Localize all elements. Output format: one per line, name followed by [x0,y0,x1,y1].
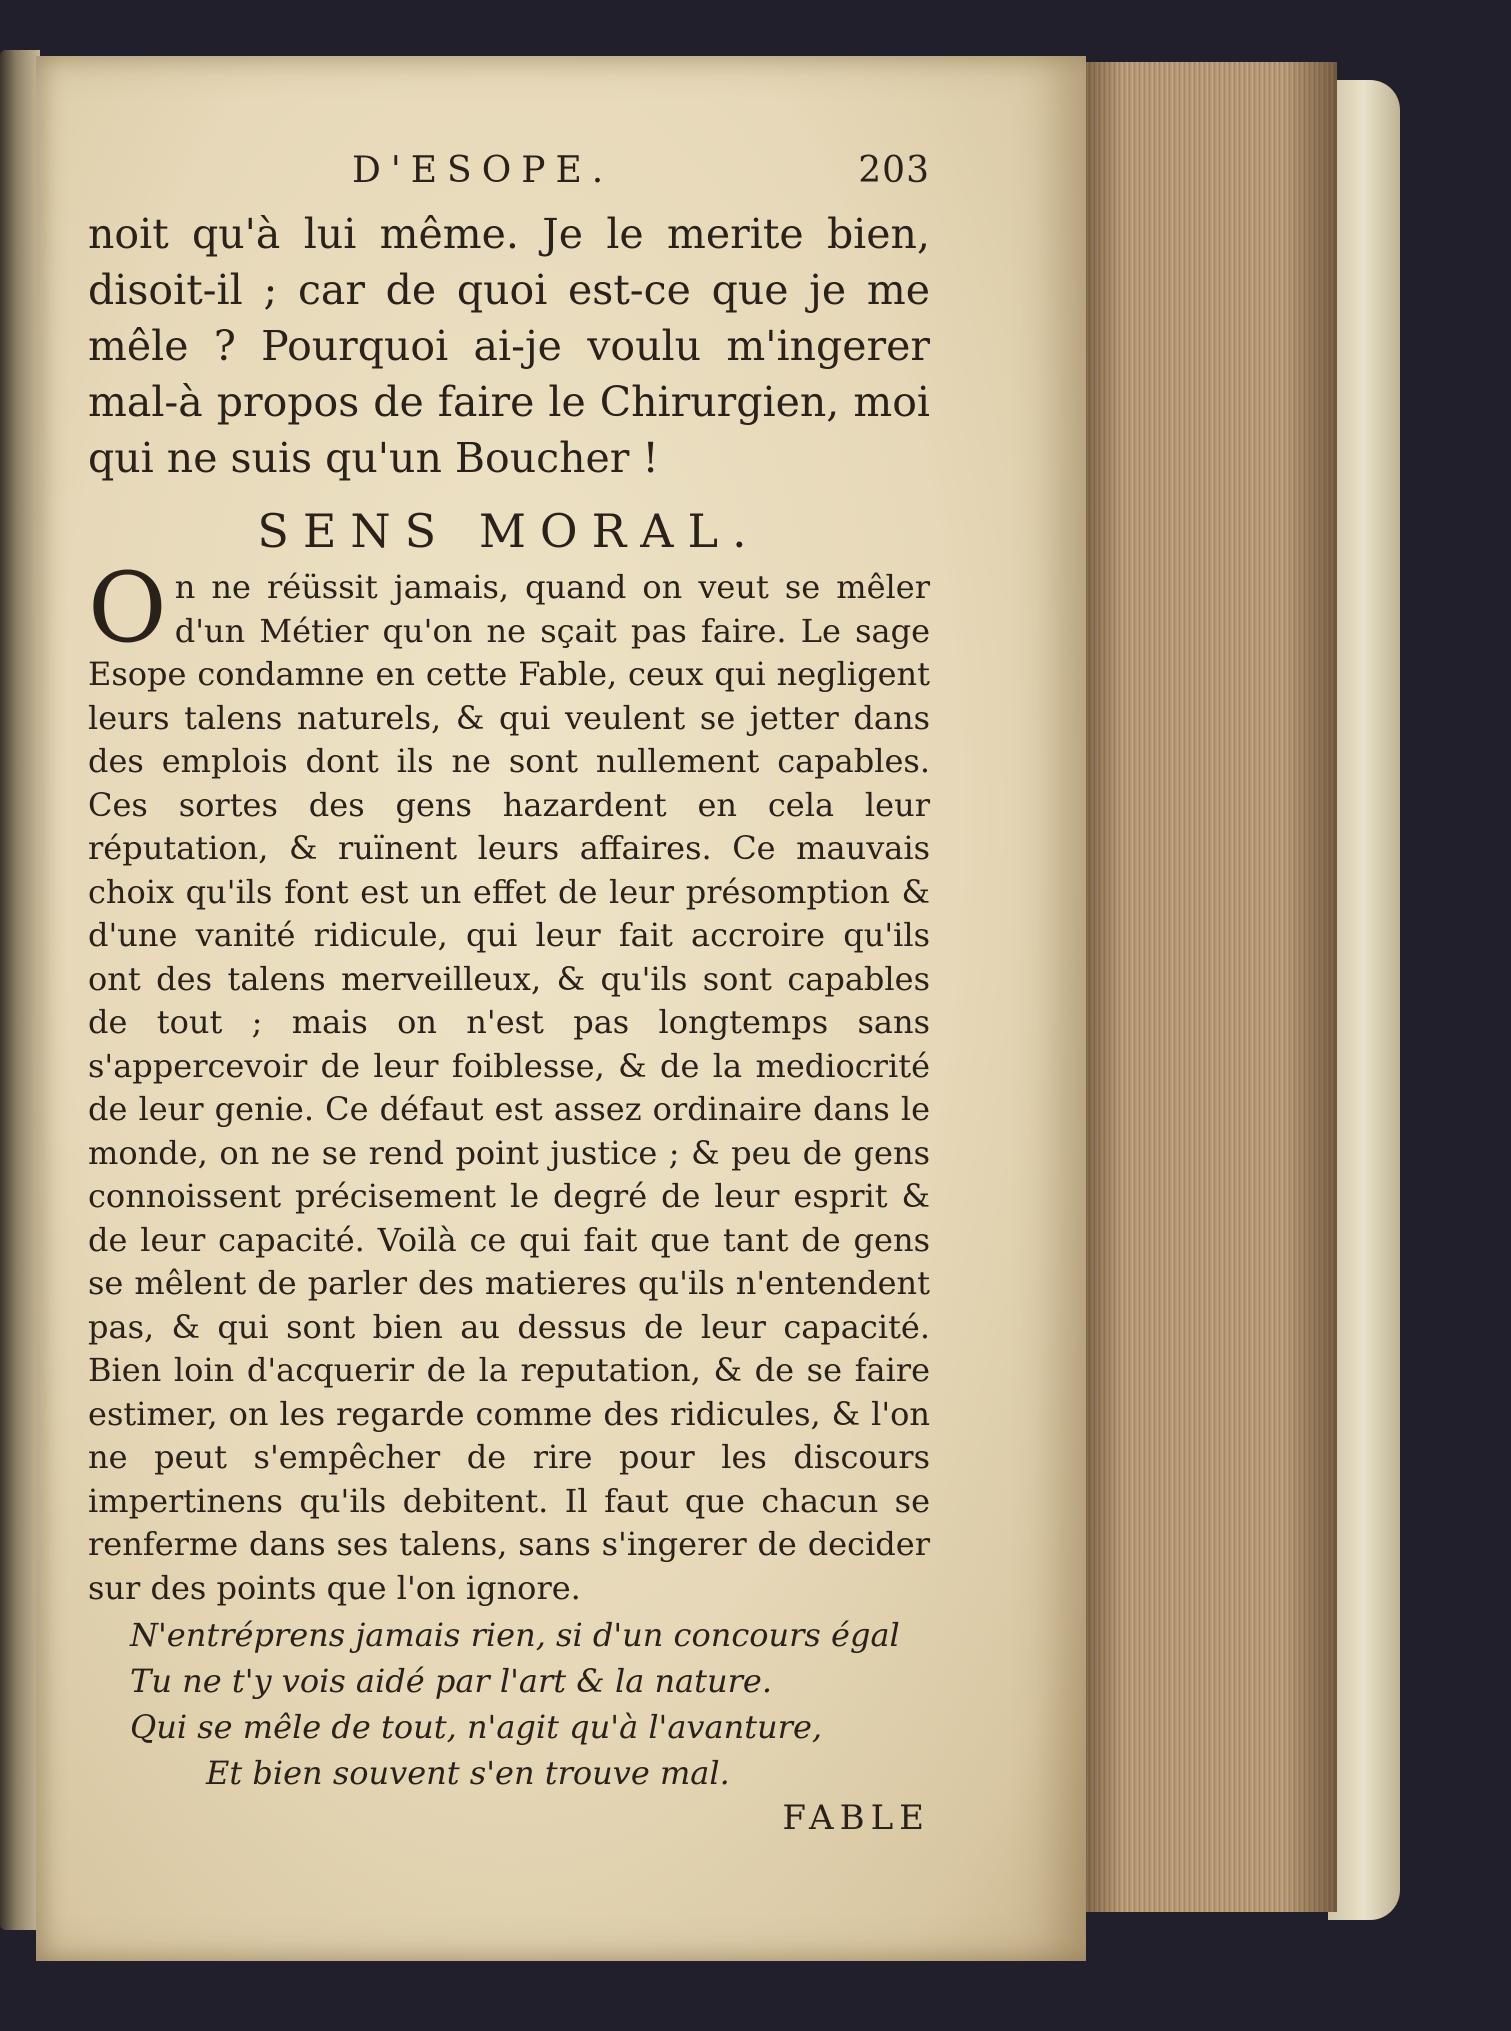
verse-block [88,1612,930,1796]
moral-paragraph [88,552,930,1610]
catchword: FABLE [782,1798,930,1838]
running-title: D'ESOPE. [352,150,614,191]
page-text [88,150,930,1838]
running-head [88,150,930,206]
verse-line-2: Tu ne t'y vois aidé par l'art & la nature. [130,1662,772,1700]
book-cover-edge [1328,80,1400,1920]
page-number: 203 [858,150,930,191]
moral-heading: SENS MORAL. [257,504,761,558]
verse-line-4: Et bien souvent s'en trouve mal. [206,1754,730,1792]
page-block-shading [1086,62,1334,1912]
adjacent-page-edge [0,50,40,1930]
drop-cap: O [88,552,167,664]
fable-ending-paragraph: noit qu'à lui même. Je le merite bien, disoit-il ; car de quoi est-ce que je me mêle ? Pourquoi ai-je voulu m'ingerer mal-à propos de faire le Chirurgien, moi qui ne suis qu'un Boucher ! [88,210,930,482]
moral-text: n ne réüssit jamais, quand on veut se mêler d'un Métier qu'on ne sçait pas faire. Le sage Esope condamne en cette Fable, ceux qui negligent leurs talens naturels, & qui veulent se jetter dans des emplois dont ils ne sont nullement capables. Ces sortes des gens hazardent en cela leur réputation, & ruïnent leurs affaires. Ce mauvais choix qu'ils font est un effet de leur présomption & d'une vanité ridicule, qui leur fait accroire qu'ils ont des talens merveilleux, & qu'ils sont capables de tout ; mais on n'est pas longtemps sans s'appercevoir de leur foiblesse, & de la mediocrité de leur genie. Ce défaut est assez ordinaire dans le monde, on ne se rend point justice ; & peu de gens connoissent précisement le degré de leur esprit & de leur capacité. Voilà ce qui fait que tant de gens se mêlent de parler des matieres qu'ils n'entendent pas, & qui sont bien au dessus de leur capacité. Bien loin d'acquerir de la reputation, & de se faire estimer, on les regarde comme des ridicules, & l'on ne peut s'empêcher de rire pour les discours impertinens qu'ils debitent. Il faut que chacun se renferme dans ses talens, sans s'ingerer de decider sur des points que l'on ignore. [88,568,930,1607]
verse-line-3: Qui se mêle de tout, n'agit qu'à l'avanture, [130,1708,823,1746]
verse-line-1: N'entréprens jamais rien, si d'un concours égal [130,1616,900,1654]
